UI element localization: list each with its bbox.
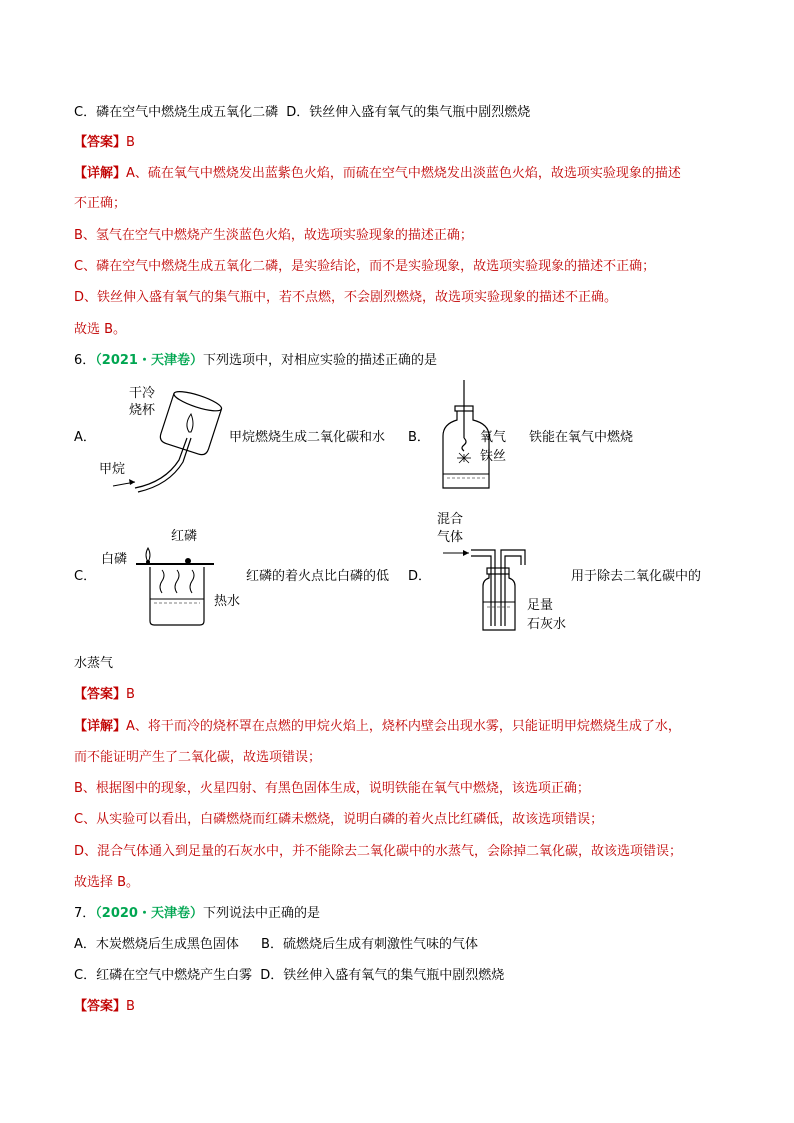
- q6-option-c-text: 红磷的着火点比白磷的低: [246, 569, 390, 584]
- q7-answer: [74, 997, 135, 1017]
- q5-detail-a2: 不正确；: [74, 196, 127, 211]
- d-label-lime-2: 石灰水: [527, 617, 567, 632]
- detail-text: A、将干而冷的烧杯罩在点燃的甲烷火焰上，烧杯内壁会出现水雾，只能证明甲烷燃烧生成了水，: [126, 719, 681, 734]
- phosphorus-hot-water-figure: [130, 535, 220, 630]
- q5-detail-a1: [74, 164, 681, 184]
- detail-text: A、硫在氧气中燃烧发出蓝紫色火焰，而硫在空气中燃烧发出淡蓝色火焰，故选项实验现象的描述: [126, 166, 681, 181]
- q7-option-c: C．红磷在空气中燃烧产生白雾: [74, 968, 253, 983]
- c-label-red-phosphorus: 红磷: [171, 529, 198, 544]
- answer-tag: 【答案】: [74, 999, 127, 1014]
- q5-option-d: D．铁丝伸入盛有氧气的集气瓶中剧烈燃烧: [286, 105, 531, 120]
- q6-detail-a1: [74, 717, 681, 737]
- a-label-cup-2: 烧杯: [129, 403, 156, 418]
- a-label-cup-1: 干冷: [129, 386, 156, 401]
- q7-option-a: A．木炭燃烧后生成黑色固体: [74, 937, 239, 952]
- b-label-wire: 铁丝: [480, 449, 507, 464]
- q6-option-b-letter: B．: [408, 430, 430, 445]
- q5-detail-c: C、磷在空气中燃烧生成五氧化二磷，是实验结论，而不是实验现象，故选项实验现象的描述不正确；: [74, 259, 656, 274]
- q6-source: （2021・天津卷）: [95, 353, 203, 368]
- answer-value: B: [126, 999, 135, 1014]
- q6-option-b-text: 铁能在氧气中燃烧: [529, 430, 634, 445]
- q7-options-cd: [74, 966, 504, 986]
- q6-stem-line: [74, 351, 437, 371]
- q6-number: 6．: [74, 353, 96, 368]
- q7-number: 7．: [74, 906, 96, 921]
- q7-stem-line: [74, 904, 320, 924]
- q6-option-d-letter: D．: [408, 569, 432, 584]
- q5-option-c: C．磷在空气中燃烧生成五氧化二磷: [74, 105, 279, 120]
- q5-conclusion: 故选 B。: [74, 322, 127, 337]
- c-label-white-phosphorus: 白磷: [101, 552, 128, 567]
- q6-detail-b: B、根据图中的现象，火星四射、有黑色固体生成，说明铁能在氧气中燃烧，该选项正确；: [74, 781, 590, 796]
- b-label-oxygen: 氧气: [480, 430, 507, 445]
- q6-conclusion: 故选择 B。: [74, 875, 140, 890]
- answer-tag: 【答案】: [74, 135, 127, 150]
- q6-detail-c: C、从实验可以看出，白磷燃烧而红磷未燃烧，说明白磷的着火点比红磷低，故该选项错误；: [74, 812, 604, 827]
- q7-stem: 下列说法中正确的是: [202, 906, 320, 921]
- q5-options-cd: [74, 103, 530, 123]
- q6-answer: [74, 685, 135, 705]
- d-label-lime-1: 足量: [527, 598, 554, 613]
- q6-option-a-letter: A．: [74, 430, 96, 445]
- q7-source: （2020・天津卷）: [95, 906, 203, 921]
- q5-detail-b: B、氢气在空气中燃烧产生淡蓝色火焰，故选项实验现象的描述正确；: [74, 228, 473, 243]
- detail-tag: 【详解】: [74, 166, 127, 181]
- q6-option-c-letter: C．: [74, 569, 97, 584]
- q7-options-ab: [74, 935, 478, 955]
- q7-option-d: D．铁丝伸入盛有氧气的集气瓶中剧烈燃烧: [260, 968, 505, 983]
- q6-detail-a2: 而不能证明产生了二氧化碳，故选项错误；: [74, 750, 322, 765]
- d-label-mixed-1: 混合: [437, 512, 464, 527]
- answer-tag: 【答案】: [74, 687, 127, 702]
- q6-option-d-text-cont: 水蒸气: [74, 656, 114, 671]
- q5-detail-d: D、铁丝伸入盛有氧气的集气瓶中，若不点燃，不会剧烈燃烧，故选项实验现象的描述不正确。: [74, 290, 618, 305]
- a-label-methane: 甲烷: [99, 462, 126, 477]
- q6-detail-d: D、混合气体通入到足量的石灰水中，并不能除去二氧化碳中的水蒸气，会除掉二氧化碳，故该选项错误；: [74, 844, 683, 859]
- q6-stem: 下列选项中，对相应实验的描述正确的是: [202, 353, 437, 368]
- c-label-hot-water: 热水: [214, 594, 241, 609]
- q7-option-b: B．硫燃烧后生成有刺激性气味的气体: [261, 937, 478, 952]
- q5-answer: [74, 133, 135, 153]
- answer-value: B: [126, 135, 135, 150]
- q6-option-d-text: 用于除去二氧化碳中的: [571, 569, 702, 584]
- q6-option-a-text: 甲烷燃烧生成二氧化碳和水: [229, 430, 386, 445]
- detail-tag: 【详解】: [74, 719, 127, 734]
- answer-value: B: [126, 687, 135, 702]
- d-label-mixed-2: 气体: [437, 530, 464, 545]
